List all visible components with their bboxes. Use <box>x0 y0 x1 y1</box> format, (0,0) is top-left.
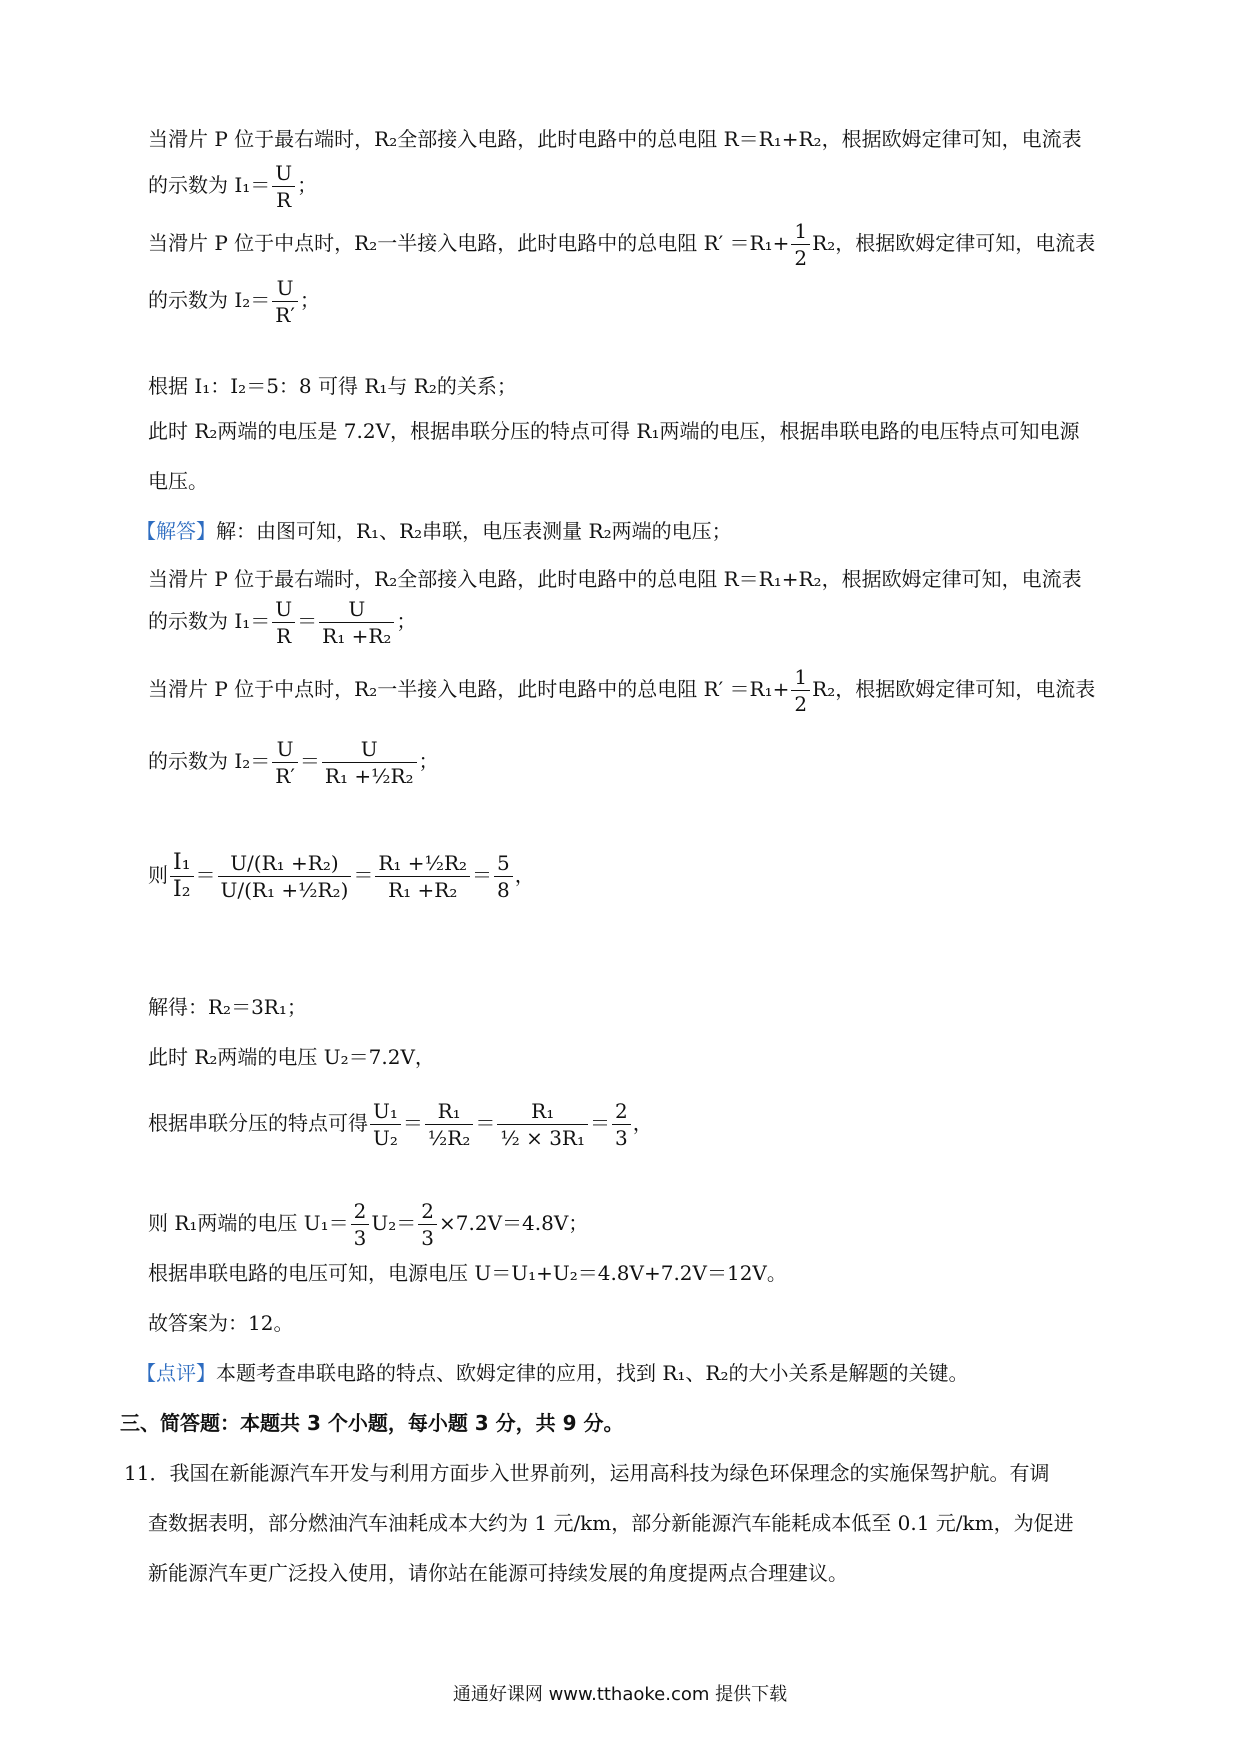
fraction: $\frac{\text{R₁ +½R₂}}{\text{R₁ +R₂}}$ <box>375 850 470 903</box>
fraction: $\frac{U}{R'}$ <box>272 736 298 789</box>
solution-line-1: 【解答】解：由图可知，R₁、R₂串联，电压表测量 R₂两端的电压； <box>136 519 732 543</box>
solution-line-8: 此时 R₂两端的电压 U₂＝7.2V， <box>148 1045 435 1069</box>
page-footer: 通通好课网 www.tthaoke.com 提供下载 <box>452 1684 788 1705</box>
fraction: $\frac{5}{8}$ <box>494 850 513 903</box>
fraction: $\frac{\text{R₁}}{\text{½R₂}}$ <box>425 1098 473 1151</box>
solution-line-3: 的示数为 I₁＝ $\frac{U}{R}$ ＝ $\frac{U}{\text{R₁ +R₂}}$ ； <box>148 597 417 648</box>
solution-line-9: 根据串联分压的特点可得 $\frac{\text{U₁}}{\text{U₂}}$ ＝ $\frac{\text{R₁}}{\text{½R₂}}$ ＝ $\frac{\text{R₁}}{\text{½ × 3R₁}}$ ＝ $\frac{2}{3}$ ， <box>148 1099 653 1150</box>
analysis-line-5: 根据 I₁：I₂＝5：8 可得 R₁与 R₂的关系； <box>148 374 517 398</box>
fraction: $\frac{U}{\text{R₁ +R₂}}$ <box>319 596 394 649</box>
analysis-line-2: 的示数为 I₁＝ $\frac{U}{R}$ ； <box>148 161 318 212</box>
fraction: $\frac{U}{R}$ <box>272 596 295 649</box>
fraction: $\frac{1}{2}$ <box>791 664 810 717</box>
fraction: $\frac{U}{R'}$ <box>272 275 298 328</box>
question-11-line-3: 新能源汽车更广泛投入使用，请你站在能源可持续发展的角度提两点合理建议。 <box>148 1561 848 1585</box>
comment-tag: 【点评】 <box>136 1361 216 1385</box>
question-11-line-1: 11．我国在新能源汽车开发与利用方面步入世界前列，运用高科技为绿色环保理念的实施保驾护航。有调 <box>124 1461 1050 1485</box>
fraction: $\frac{2}{3}$ <box>612 1098 631 1151</box>
fraction: $\frac{\text{U₁}}{\text{U₂}}$ <box>370 1098 401 1151</box>
fraction: $\frac{\text{U/(R₁ +R₂)}}{\text{U/(R₁ +½R₂)}}$ <box>218 850 352 903</box>
solution-line-5: 的示数为 I₂＝ $\frac{U}{R'}$ ＝ $\frac{U}{\text{R₁ +½R₂}}$ ； <box>148 737 439 788</box>
analysis-line-1: 当滑片 P 位于最右端时，R₂全部接入电路，此时电路中的总电阻 R＝R₁+R₂，根据欧姆定律可知，电流表 <box>148 127 1082 151</box>
solution-line-4: 当滑片 P 位于中点时，R₂一半接入电路，此时电路中的总电阻 R′ ＝R₁+ $\frac{1}{2}$ R₂，根据欧姆定律可知，电流表 <box>148 665 1096 716</box>
analysis-line-6: 此时 R₂两端的电压是 7.2V，根据串联分压的特点可得 R₁两端的电压，根据串联电路的电压特点可知电源 <box>148 419 1080 443</box>
fraction: $\frac{\text{R₁}}{\text{½ × 3R₁}}$ <box>497 1098 588 1151</box>
fraction: $\frac{1}{2}$ <box>791 218 810 271</box>
comment-line: 【点评】本题考查串联电路的特点、欧姆定律的应用，找到 R₁、R₂的大小关系是解题的关键。 <box>136 1361 969 1385</box>
solution-line-6: 则 $\frac{\text{I₁}}{\text{I₂}}$ ＝ $\frac{\text{U/(R₁ +R₂)}}{\text{U/(R₁ +½R₂)}}$ ＝ $\frac{\text{R₁ +½R₂}}{\text{R₁ +R₂}}$ ＝ $\frac{5}{8}$ ， <box>148 850 535 902</box>
analysis-line-3: 当滑片 P 位于中点时，R₂一半接入电路，此时电路中的总电阻 R′ ＝R₁+ $\frac{1}{2}$ R₂，根据欧姆定律可知，电流表 <box>148 219 1096 270</box>
fraction: $\frac{U}{\text{R₁ +½R₂}}$ <box>322 736 417 789</box>
solution-line-7: 解得：R₂＝3R₁； <box>148 995 307 1019</box>
analysis-line-7: 电压。 <box>148 469 208 493</box>
solution-tag: 【解答】 <box>136 519 216 543</box>
fraction: $\frac{2}{3}$ <box>418 1198 437 1251</box>
solution-line-2: 当滑片 P 位于最右端时，R₂全部接入电路，此时电路中的总电阻 R＝R₁+R₂，根据欧姆定律可知，电流表 <box>148 567 1082 591</box>
solution-line-12: 故答案为：12。 <box>148 1311 294 1335</box>
solution-line-11: 根据串联电路的电压可知，电源电压 U＝U₁+U₂＝4.8V+7.2V＝12V。 <box>148 1261 787 1285</box>
fraction: $\frac{2}{3}$ <box>351 1198 370 1251</box>
question-11-line-2: 查数据表明，部分燃油汽车油耗成本大约为 1 元/km，部分新能源汽车能耗成本低至 0.1 元/km，为促进 <box>148 1511 1074 1535</box>
fraction: $\frac{U}{R}$ <box>272 160 295 213</box>
analysis-line-4: 的示数为 I₂＝ $\frac{U}{R'}$ ； <box>148 276 320 327</box>
solution-line-10: 则 R₁两端的电压 U₁＝ $\frac{2}{3}$ U₂＝ $\frac{2}{3}$ ×7.2V＝4.8V； <box>148 1199 589 1250</box>
fraction: $\frac{\text{I₁}}{\text{I₂}}$ <box>170 850 194 903</box>
section-3-heading: 三、简答题：本题共 3 个小题，每小题 3 分，共 9 分。 <box>120 1411 624 1435</box>
